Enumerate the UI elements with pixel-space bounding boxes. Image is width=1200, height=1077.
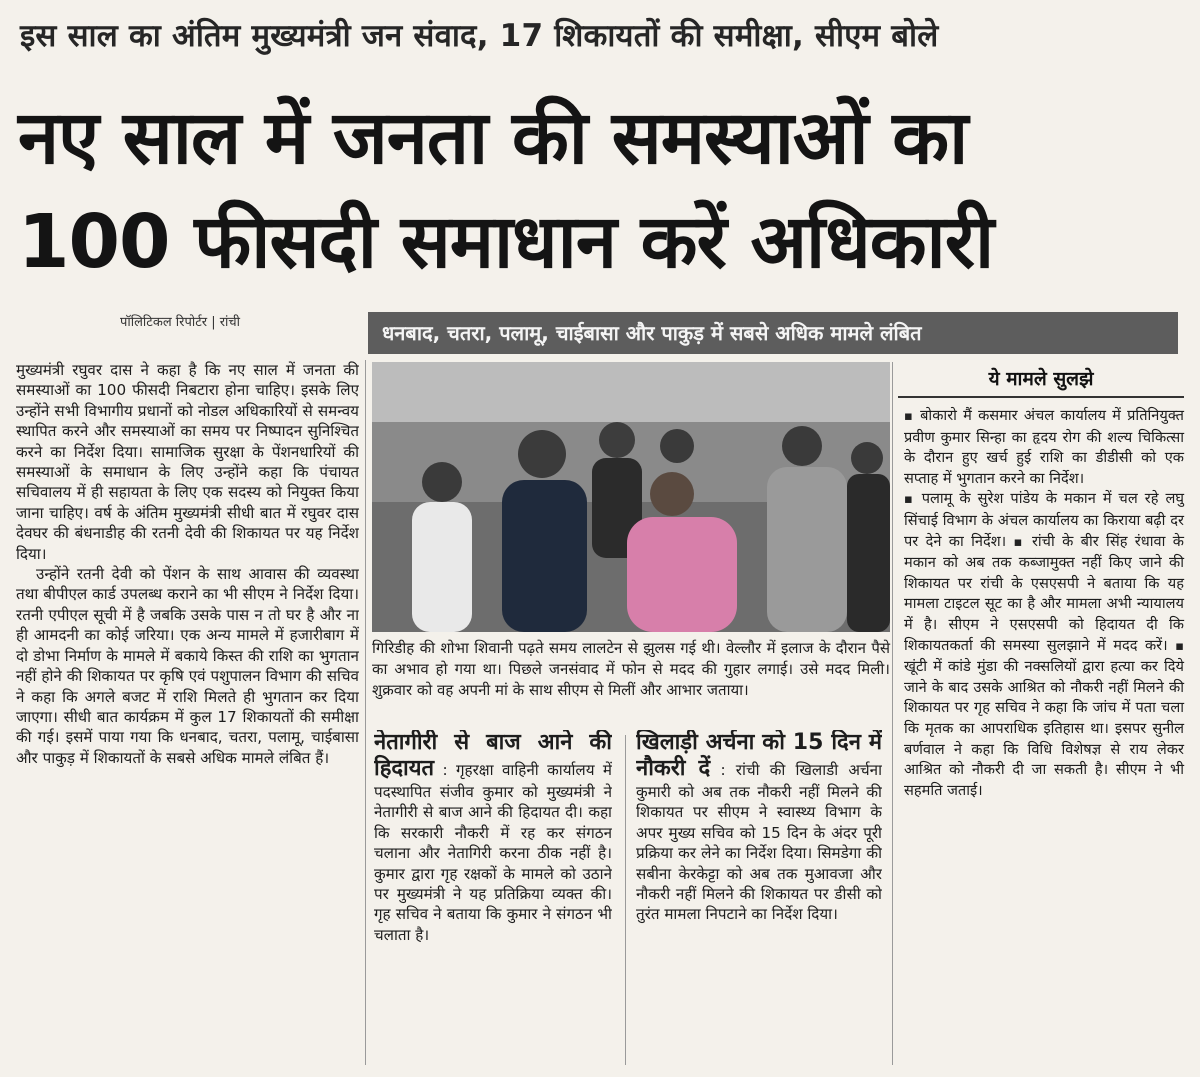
box-title: ये मामले सुलझे [898,362,1184,398]
bullet-icon: ▪ [1175,638,1185,654]
box-body [898,406,1184,801]
photo-illustration [372,362,890,632]
news-photo [372,362,890,632]
story-heading: नेतागीरी से बाज आने की हिदायत [374,730,612,781]
kicker-headline: इस साल का अंतिम मुख्यमंत्री जन संवाद, 17 शिकायतों की समीक्षा, सीएम बोले [20,18,939,54]
resolved-cases-box [898,362,1184,1062]
column-divider [625,735,626,1065]
column-divider [892,362,893,1065]
main-headline-line-2: 100 फीसदी समाधान करें अधिकारी [18,199,994,285]
byline: पॉलिटिकल रिपोर्टर | रांची [120,315,241,330]
story-netagiri: नेतागीरी से बाज आने की हिदायत : गृहरक्षा वाहिनी कार्यालय में पदस्थापित संजीव कुमार को मुख्यमंत्री ने नेतागीरी से बाज आने की हिदायत दी। कहा कि सरकारी नौकरी में रह कर संगठन चलाना और नेतागिरी करना ठीक नहीं है। कुमार द्वारा गृह रक्षकों के मामले को उठाने पर मुख्यमंत्री ने यह प्रतिक्रिया व्यक्त की। गृह सचिव ने बताया कि कुमार ने संगठन भी चलाता है। [374,730,612,944]
story-body: गृहरक्षा वाहिनी कार्यालय में पदस्थापित संजीव कुमार को मुख्यमंत्री ने नेतागीरी से बाज आने की हिदायत दी। कहा कि सरकारी नौकरी में रह कर संगठन चलाना और नेतागिरी करना ठीक नहीं है। कुमार द्वारा गृह रक्षकों के मामले को उठाने पर मुख्यमंत्री ने यह प्रतिक्रिया व्यक्त की। गृह सचिव ने बताया कि कुमार ने संगठन भी चलाता है। [374,761,612,944]
left-column-article [16,360,359,1065]
case-item: रांची के बीर सिंह रंधावा के मकान को अब तक कब्जामुक्त नहीं किए जाने की शिकायत पर रांची के एसएसपी ने बताया कि यह मामला टाइटल सूट का है और मामला अभी न्यायालय में है। सीएम ने एसएसपी को हिदायत दी कि शिकायतकर्ता की समस्या सुलझाने में मदद करें। [904,532,1184,654]
article-paragraph-1: मुख्यमंत्री रघुवर दास ने कहा है कि नए साल में जनता की समस्याओं का 100 फीसदी निबटारा होना चाहिए। इसके लिए उन्होंने सभी विभागीय प्रधानों को नोडल अधिकारियों से समन्वय स्थापित करने और समस्याओं का समय पर निष्पादन सुनिश्चित करने का निर्देश दिया। सामाजिक सुरक्षा के पेंशनधारियों की समस्याओं के समाधान के लिए उन्होंने कहा कि पंचायत सचिवालय में ही सहायता के लिए एक सदस्य को नियुक्त किया जाना चाहिए। वर्ष के अंतिम मुख्यमंत्री सीधी बात में रघुवर दास देवघर की बंधनाडीह की रतनी देवी की शिकायत पर यह निर्देश दिया। [16,361,359,563]
story-archana: खिलाड़ी अर्चना को 15 दिन में नौकरी दें : रांची की खिलाडी अर्चना कुमारी को अब तक नौकरी नहीं मिलने की शिकायत पर सीएम ने स्वास्थ्य विभाग के अपर मुख्य सचिव को 15 दिन के अंदर पूरी प्रक्रिया कर लेने का निर्देश दिया। सिमडेगा की सबीना केरकेट्टा को अब तक मुआवजा और नौकरी नहीं मिलने की शिकायत पर डीसी को तुरंत मामला निपटाने का निर्देश दिया। [636,730,882,924]
bullet-icon: ▪ [1013,534,1032,550]
story-body: रांची की खिलाडी अर्चना कुमारी को अब तक नौकरी नहीं मिलने की शिकायत पर सीएम ने स्वास्थ्य विभाग के अपर मुख्य सचिव को 15 दिन के अंदर पूरी प्रक्रिया कर लेने का निर्देश दिया। सिमडेगा की सबीना केरकेट्टा को अब तक मुआवजा और नौकरी नहीं मिलने की शिकायत पर डीसी को तुरंत मामला निपटाने का निर्देश दिया। [636,761,882,924]
story-heading: खिलाड़ी अर्चना को 15 दिन में नौकरी दें [636,730,882,781]
bullet-icon: ▪ [904,492,922,508]
column-divider [365,360,366,1065]
article-paragraph-2: उन्होंने रतनी देवी को पेंशन के साथ आवास की व्यवस्था तथा बीपीएल कार्ड उपलब्ध कराने का भी सीएम ने निर्देश दिया। रतनी एपीएल सूची में है जबकि उसके पास न तो घर है और ना ही आमदनी का कोई जरिया। एक अन्य मामले में हजारीबाग में दो डोभा निर्माण के मामले में बकाये किस्त की राशि का भुगतान नहीं होने की शिकायत पर कृषि एवं पशुपालन विभाग की सचिव ने कहा कि अगले बजट में राशि मिलते ही भुगतान कर दिया जाएगा। सीधी बात कार्यक्रम में कुल 17 शिकायतों की समीक्षा की गई। इसमें पाया गया कि धनबाद, चतरा, पलामू, चाईबासा और पाकुड़ में शिकायतों के सबसे अधिक मामले लंबित हैं। [16,565,359,767]
case-item: खूंटी में कांडे मुंडा की नक्सलियों द्वारा हत्या कर दिये जाने के बाद उसके आश्रित को नौकरी नहीं मिलने की शिकायत पर गृह सचिव ने कहा कि जांच में पता चला कि मृतक का आपराधिक इतिहास था। इसपर सुनील बर्णवाल ने कहा कि विधि विशेषज्ञ से राय लेकर आश्रित को नौकरी दी जा सकती है। सीएम ने भी सहमति जताई। [904,658,1184,799]
main-headline-line-1: नए साल में जनता की समस्याओं का [18,95,968,181]
bullet-icon: ▪ [904,409,921,424]
case-item: पलामू के सुरेश पांडेय के मकान में चल रहे लघु सिंचाई विभाग के अंचल कार्यालय का किराया बढ़ी दर पर देने का निर्देश। [904,490,1184,550]
case-item: बोकारो मैं कसमार अंचल कार्यालय में प्रतिनियुक्त प्रवीण कुमार सिन्हा का हृदय रोग की शल्य चिकित्सा के दौरान हुए खर्च हुई राशि का डीडीसी को एक सप्ताह में भुगतान करने का निर्देश। [904,407,1184,487]
photo-caption: गिरिडीह की शोभा शिवानी पढ़ते समय लालटेन से झुलस गई थी। वेल्लौर में इलाज के दौरान पैसे का अभाव हो गया था। पिछले जनसंवाद में फोन से मदद की गुहार लगाई। उसे मदद मिली। शुक्रवार को वह अपनी मां के साथ सीएम से मिलीं और आभार जताया। [372,639,890,699]
subheadline-bar: धनबाद, चतरा, पलामू, चाईबासा और पाकुड़ में सबसे अधिक मामले लंबित [368,312,1178,354]
